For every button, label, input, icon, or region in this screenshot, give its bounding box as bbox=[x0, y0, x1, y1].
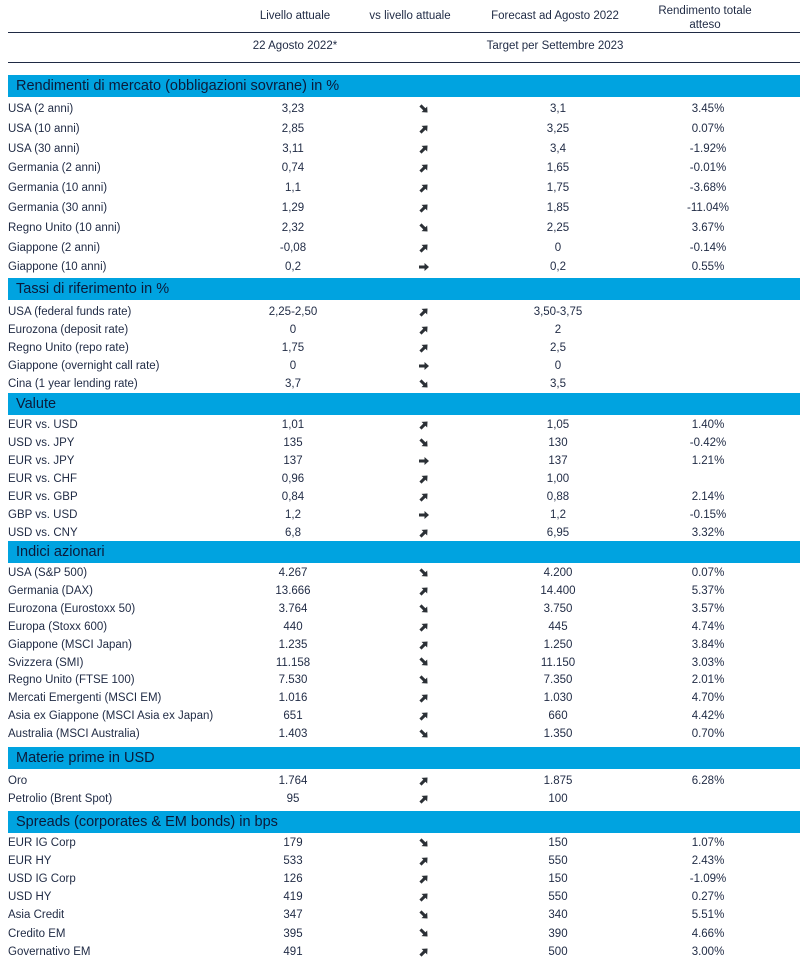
table-row bbox=[8, 258, 800, 276]
forecast-value: 100 bbox=[548, 793, 568, 805]
table-row bbox=[8, 654, 800, 672]
expected-return: 0.07% bbox=[691, 567, 725, 579]
table-row bbox=[8, 636, 800, 654]
expected-return: 2.14% bbox=[691, 491, 725, 503]
row-label: Svizzera (SMI) bbox=[8, 656, 84, 669]
current-level: -0,08 bbox=[279, 241, 307, 254]
table-row bbox=[8, 452, 800, 470]
table-row bbox=[8, 239, 800, 257]
row-label: Europa (Stoxx 600) bbox=[8, 620, 108, 633]
direction-up-icon bbox=[412, 943, 436, 961]
forecast-value: 1.250 bbox=[543, 638, 573, 651]
expected-return: 6.28% bbox=[691, 775, 725, 787]
table-row bbox=[8, 524, 800, 542]
forecast-value: 0 bbox=[554, 360, 562, 372]
row-label: USA (2 anni) bbox=[8, 103, 74, 115]
direction-up-icon bbox=[412, 416, 436, 434]
row-label: EUR IG Corp bbox=[8, 837, 76, 849]
expected-return: -0.15% bbox=[689, 509, 727, 521]
expected-return: -11.04% bbox=[687, 202, 729, 214]
row-label: EUR vs. CHF bbox=[8, 473, 77, 485]
row-label: EUR vs. JPY bbox=[8, 455, 75, 467]
table-row bbox=[8, 179, 800, 197]
direction-right-icon bbox=[412, 357, 436, 375]
forecast-value: 3.750 bbox=[543, 602, 573, 615]
table-row bbox=[8, 416, 800, 434]
current-level: 1.016 bbox=[278, 692, 308, 705]
expected-return: -0.01% bbox=[689, 162, 727, 175]
expected-return: 4.74% bbox=[691, 620, 725, 633]
row-label: USA (10 anni) bbox=[8, 122, 80, 135]
current-level: 1,75 bbox=[281, 342, 305, 354]
direction-up-icon bbox=[412, 339, 436, 357]
table-row bbox=[8, 159, 800, 177]
table-row bbox=[8, 790, 800, 808]
expected-return: 1.21% bbox=[691, 455, 725, 467]
direction-down-icon bbox=[412, 564, 436, 582]
expected-return: 1.40% bbox=[691, 419, 725, 431]
forecast-value: 3,50-3,75 bbox=[533, 306, 583, 318]
row-label: USD IG Corp bbox=[8, 873, 76, 886]
row-label: Australia (MSCI Australia) bbox=[8, 728, 140, 741]
forecast-value: 1,00 bbox=[546, 473, 570, 485]
forecast-value: 3,4 bbox=[550, 142, 566, 155]
expected-return: 5.37% bbox=[691, 584, 725, 597]
direction-up-icon bbox=[412, 870, 436, 888]
row-label: Giappone (MSCI Japan) bbox=[8, 638, 133, 651]
current-level: 0 bbox=[289, 324, 297, 336]
current-level: 2,25-2,50 bbox=[268, 306, 318, 318]
direction-up-icon bbox=[412, 470, 436, 488]
forecast-value: 14.400 bbox=[540, 584, 576, 597]
row-label: USA (federal funds rate) bbox=[8, 306, 132, 318]
forecast-value: 6,95 bbox=[546, 527, 570, 539]
expected-return: 1.07% bbox=[691, 837, 725, 849]
expected-return: 3.32% bbox=[691, 527, 725, 539]
current-level: 137 bbox=[283, 455, 303, 467]
row-label: USD vs. CNY bbox=[8, 527, 78, 539]
forecast-value: 1,2 bbox=[550, 509, 566, 521]
direction-down-icon bbox=[412, 725, 436, 743]
direction-down-icon bbox=[412, 100, 436, 118]
forecast-value: 2 bbox=[554, 324, 562, 336]
direction-up-icon bbox=[412, 321, 436, 339]
direction-down-icon bbox=[412, 906, 436, 924]
header-current: Livello attuale bbox=[259, 10, 331, 22]
row-label: Regno Unito (FTSE 100) bbox=[8, 674, 135, 687]
forecast-value: 3,1 bbox=[550, 103, 566, 115]
current-level: 0,84 bbox=[281, 491, 305, 503]
direction-up-icon bbox=[412, 707, 436, 725]
current-level: 491 bbox=[283, 945, 303, 958]
table-row bbox=[8, 100, 800, 118]
current-level: 13.666 bbox=[275, 584, 311, 597]
current-level: 95 bbox=[286, 793, 300, 805]
table-row bbox=[8, 725, 800, 743]
current-level: 1,29 bbox=[281, 202, 305, 214]
table-row bbox=[8, 671, 800, 689]
forecast-value: 137 bbox=[548, 455, 568, 467]
direction-up-icon bbox=[412, 636, 436, 654]
header-forecast: Forecast ad Agosto 2022 bbox=[491, 10, 619, 22]
table-row bbox=[8, 888, 800, 906]
section-header: Spreads (corporates & EM bonds) in bps bbox=[8, 811, 800, 833]
forecast-value: 500 bbox=[548, 945, 568, 958]
expected-return: -0.42% bbox=[689, 437, 727, 449]
direction-down-icon bbox=[412, 434, 436, 452]
row-label: Giappone (2 anni) bbox=[8, 241, 101, 254]
row-label: Regno Unito (repo rate) bbox=[8, 342, 129, 354]
section-header: Indici azionari bbox=[8, 541, 800, 563]
forecast-value: 1,65 bbox=[546, 162, 570, 175]
current-level: 440 bbox=[283, 620, 303, 633]
forecast-value: 550 bbox=[548, 855, 568, 868]
expected-return: 0.07% bbox=[691, 122, 725, 135]
forecast-value: 150 bbox=[548, 837, 568, 849]
table-row bbox=[8, 470, 800, 488]
expected-return: 4.70% bbox=[691, 692, 725, 705]
forecast-value: 0,2 bbox=[550, 261, 566, 274]
forecast-value: 0 bbox=[554, 241, 562, 254]
table-row bbox=[8, 506, 800, 524]
direction-up-icon bbox=[412, 303, 436, 321]
header-return: Rendimento totale atteso bbox=[658, 5, 752, 31]
current-level: 395 bbox=[283, 927, 303, 940]
table-row bbox=[8, 852, 800, 870]
current-level: 7.530 bbox=[278, 674, 308, 687]
forecast-value: 3,5 bbox=[550, 378, 566, 390]
row-label: Giappone (overnight call rate) bbox=[8, 360, 160, 372]
direction-up-icon bbox=[412, 772, 436, 790]
forecast-value: 2,25 bbox=[546, 221, 570, 234]
row-label: EUR HY bbox=[8, 855, 52, 868]
expected-return: 0.27% bbox=[691, 891, 725, 904]
forecast-value: 445 bbox=[548, 620, 568, 633]
table-row bbox=[8, 618, 800, 636]
expected-return: -3.68% bbox=[689, 182, 727, 195]
table-row bbox=[8, 925, 800, 943]
expected-return: 2.43% bbox=[691, 855, 725, 868]
row-label: Petrolio (Brent Spot) bbox=[8, 793, 113, 805]
direction-up-icon bbox=[412, 689, 436, 707]
row-label: Germania (DAX) bbox=[8, 584, 93, 597]
direction-up-icon bbox=[412, 888, 436, 906]
direction-down-icon bbox=[412, 925, 436, 943]
current-level: 3,7 bbox=[285, 378, 301, 390]
current-level: 1.764 bbox=[278, 775, 308, 787]
current-level: 6,8 bbox=[285, 527, 301, 539]
direction-down-icon bbox=[412, 219, 436, 237]
row-label: GBP vs. USD bbox=[8, 509, 78, 521]
forecast-value: 1.875 bbox=[543, 775, 573, 787]
row-label: Eurozona (Eurostoxx 50) bbox=[8, 602, 136, 615]
current-level: 126 bbox=[283, 873, 303, 886]
expected-return: 5.51% bbox=[691, 909, 725, 922]
expected-return: 3.03% bbox=[691, 656, 725, 669]
current-level: 0 bbox=[289, 360, 297, 372]
row-label: Germania (30 anni) bbox=[8, 202, 108, 214]
current-level: 2,32 bbox=[281, 221, 305, 234]
direction-up-icon bbox=[412, 618, 436, 636]
row-label: Cina (1 year lending rate) bbox=[8, 378, 138, 390]
current-level: 1,2 bbox=[285, 509, 301, 521]
table-row bbox=[8, 772, 800, 790]
table-row bbox=[8, 943, 800, 961]
forecast-value: 390 bbox=[548, 927, 568, 940]
forecast-value: 0,88 bbox=[546, 491, 570, 503]
table-row bbox=[8, 199, 800, 217]
expected-return: 3.67% bbox=[691, 221, 725, 234]
current-level: 3.764 bbox=[278, 602, 308, 615]
table-row bbox=[8, 140, 800, 158]
direction-up-icon bbox=[412, 159, 436, 177]
forecast-value: 7.350 bbox=[543, 674, 573, 687]
expected-return: -0.14% bbox=[689, 241, 727, 254]
forecast-value: 1,85 bbox=[546, 202, 570, 214]
current-level: 0,2 bbox=[285, 261, 301, 274]
direction-up-icon bbox=[412, 524, 436, 542]
forecast-value: 11.150 bbox=[540, 656, 576, 669]
expected-return: 3.00% bbox=[691, 945, 725, 958]
direction-down-icon bbox=[412, 375, 436, 393]
direction-up-icon bbox=[412, 199, 436, 217]
current-level: 0,96 bbox=[281, 473, 305, 485]
expected-return: -1.92% bbox=[689, 142, 727, 155]
expected-return: 4.42% bbox=[691, 710, 725, 723]
direction-down-icon bbox=[412, 834, 436, 852]
table-row bbox=[8, 434, 800, 452]
forecast-value: 130 bbox=[548, 437, 568, 449]
row-label: EUR vs. GBP bbox=[8, 491, 78, 503]
current-level: 419 bbox=[283, 891, 303, 904]
row-label: Governativo EM bbox=[8, 945, 91, 958]
header-vs: vs livello attuale bbox=[369, 10, 451, 22]
table-row bbox=[8, 906, 800, 924]
table-row bbox=[8, 120, 800, 138]
current-level: 1,1 bbox=[285, 182, 301, 195]
row-label: Mercati Emergenti (MSCI EM) bbox=[8, 692, 162, 705]
header-line-top bbox=[8, 32, 800, 33]
table-row bbox=[8, 870, 800, 888]
direction-up-icon bbox=[412, 120, 436, 138]
direction-up-icon bbox=[412, 140, 436, 158]
direction-down-icon bbox=[412, 600, 436, 618]
direction-right-icon bbox=[412, 258, 436, 276]
expected-return: -1.09% bbox=[689, 873, 727, 886]
direction-right-icon bbox=[412, 452, 436, 470]
forecast-value: 550 bbox=[548, 891, 568, 904]
row-label: Regno Unito (10 anni) bbox=[8, 221, 121, 234]
table-row bbox=[8, 219, 800, 237]
expected-return: 4.66% bbox=[691, 927, 725, 940]
forecast-value: 150 bbox=[548, 873, 568, 886]
direction-up-icon bbox=[412, 790, 436, 808]
table-row bbox=[8, 303, 800, 321]
table-row bbox=[8, 488, 800, 506]
direction-up-icon bbox=[412, 582, 436, 600]
current-level: 651 bbox=[283, 710, 303, 723]
direction-up-icon bbox=[412, 852, 436, 870]
current-level: 1,01 bbox=[281, 419, 305, 431]
row-label: USD vs. JPY bbox=[8, 437, 75, 449]
direction-up-icon bbox=[412, 488, 436, 506]
current-level: 3,23 bbox=[281, 103, 305, 115]
direction-down-icon bbox=[412, 654, 436, 672]
header-line-bottom bbox=[8, 62, 800, 63]
section-header: Rendimenti di mercato (obbligazioni sovrane) in % bbox=[8, 75, 800, 97]
direction-up-icon bbox=[412, 179, 436, 197]
expected-return: 0.70% bbox=[691, 728, 725, 741]
direction-down-icon bbox=[412, 671, 436, 689]
expected-return: 0.55% bbox=[691, 261, 725, 274]
table-row bbox=[8, 339, 800, 357]
forecast-value: 1,75 bbox=[546, 182, 570, 195]
current-level: 4.267 bbox=[278, 567, 308, 579]
current-level: 1.235 bbox=[278, 638, 308, 651]
expected-return: 2.01% bbox=[691, 674, 725, 687]
expected-return: 3.57% bbox=[691, 602, 725, 615]
forecast-value: 4.200 bbox=[543, 567, 573, 579]
forecast-value: 2,5 bbox=[550, 342, 566, 354]
current-level: 347 bbox=[283, 909, 303, 922]
table-row bbox=[8, 564, 800, 582]
row-label: Eurozona (deposit rate) bbox=[8, 324, 129, 336]
current-level: 533 bbox=[283, 855, 303, 868]
forecast-value: 1.350 bbox=[543, 728, 573, 741]
current-level: 179 bbox=[283, 837, 303, 849]
forecast-value: 340 bbox=[548, 909, 568, 922]
expected-return: 3.84% bbox=[691, 638, 725, 651]
row-label: USA (30 anni) bbox=[8, 142, 80, 155]
current-level: 0,74 bbox=[281, 162, 305, 175]
table-row bbox=[8, 321, 800, 339]
forecast-value: 3,25 bbox=[546, 122, 570, 135]
table-row bbox=[8, 375, 800, 393]
table-row bbox=[8, 582, 800, 600]
row-label: Oro bbox=[8, 775, 28, 787]
table-row bbox=[8, 600, 800, 618]
table-row bbox=[8, 834, 800, 852]
row-label: Germania (10 anni) bbox=[8, 182, 108, 195]
row-label: Germania (2 anni) bbox=[8, 162, 101, 175]
forecast-value: 660 bbox=[548, 710, 568, 723]
expected-return: 3.45% bbox=[691, 103, 725, 115]
row-label: USA (S&P 500) bbox=[8, 567, 88, 579]
table-row bbox=[8, 357, 800, 375]
section-header: Valute bbox=[8, 393, 800, 415]
current-level: 2,85 bbox=[281, 122, 305, 135]
current-level: 1.403 bbox=[278, 728, 308, 741]
header-target: Target per Settembre 2023 bbox=[486, 40, 624, 52]
row-label: Giappone (10 anni) bbox=[8, 261, 107, 274]
current-level: 3,11 bbox=[282, 142, 304, 155]
direction-right-icon bbox=[412, 506, 436, 524]
table-row bbox=[8, 707, 800, 725]
table-row bbox=[8, 689, 800, 707]
row-label: USD HY bbox=[8, 891, 52, 904]
row-label: EUR vs. USD bbox=[8, 419, 78, 431]
forecast-value: 1,05 bbox=[546, 419, 570, 431]
header-date: 22 Agosto 2022* bbox=[252, 40, 338, 52]
forecast-value: 1.030 bbox=[543, 692, 573, 705]
current-level: 11.158 bbox=[275, 656, 311, 669]
current-level: 135 bbox=[283, 437, 303, 449]
row-label: Credito EM bbox=[8, 927, 66, 940]
section-header: Tassi di riferimento in % bbox=[8, 278, 800, 300]
section-header: Materie prime in USD bbox=[8, 747, 800, 769]
row-label: Asia ex Giappone (MSCI Asia ex Japan) bbox=[8, 710, 214, 723]
row-label: Asia Credit bbox=[8, 909, 65, 922]
direction-up-icon bbox=[412, 239, 436, 257]
